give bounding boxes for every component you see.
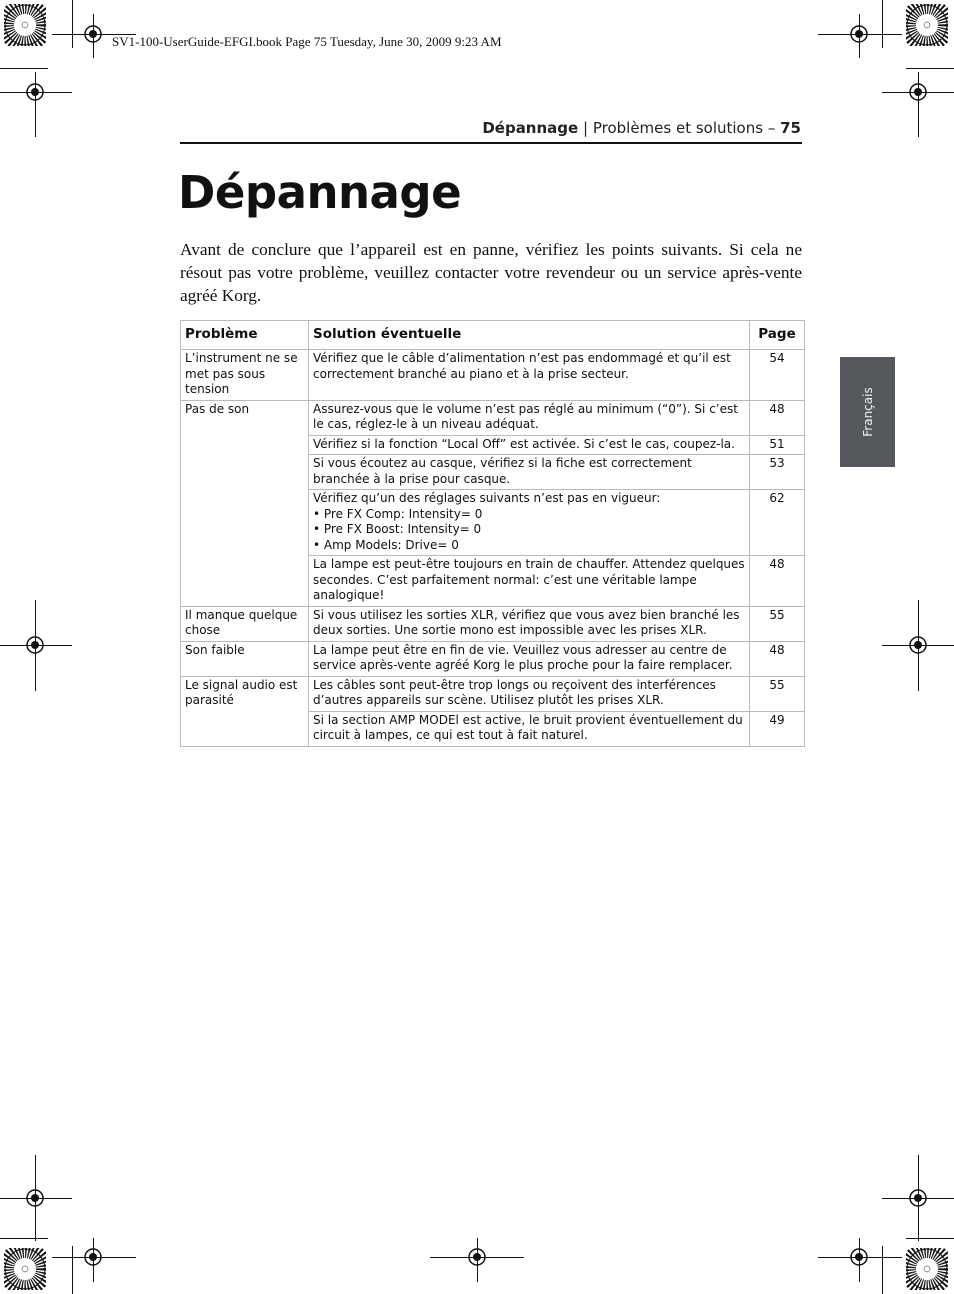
column-header-solution: Solution éventuelle bbox=[309, 321, 750, 350]
page-cell: 49 bbox=[750, 711, 805, 746]
registration-mark-icon bbox=[908, 635, 928, 655]
registration-mark-icon bbox=[908, 82, 928, 102]
column-header-problem: Problème bbox=[181, 321, 309, 350]
page-cell: 51 bbox=[750, 435, 805, 455]
registration-mark-icon bbox=[908, 1188, 928, 1208]
star-target-icon bbox=[906, 1248, 948, 1290]
problem-cell: Le signal audio est parasité bbox=[181, 676, 309, 746]
page-cell: 55 bbox=[750, 606, 805, 641]
solution-cell bbox=[309, 435, 750, 455]
registration-mark-icon bbox=[849, 1247, 869, 1267]
solution-text: • Amp Models: Drive= 0 bbox=[313, 537, 459, 552]
solution-cell bbox=[309, 606, 750, 641]
solution-cell bbox=[309, 676, 750, 711]
page-cell: 62 bbox=[750, 490, 805, 556]
registration-mark-icon bbox=[25, 1188, 45, 1208]
problem-cell: Il manque quelque chose bbox=[181, 606, 309, 641]
solution-cell bbox=[309, 711, 750, 746]
page-cell: 48 bbox=[750, 641, 805, 676]
registration-mark-icon bbox=[467, 1247, 487, 1267]
solution-text: Si vous écoutez au casque, vérifiez si la fiche est correctement branchée à la prise pour casque. bbox=[313, 456, 692, 486]
page-cell: 53 bbox=[750, 455, 805, 490]
problem-cell: L’instrument ne se met pas sous tension bbox=[181, 350, 309, 401]
solution-cell bbox=[309, 455, 750, 490]
registration-mark-icon bbox=[83, 24, 103, 44]
solution-cell bbox=[309, 400, 750, 435]
table-row bbox=[181, 400, 805, 435]
solution-cell bbox=[309, 556, 750, 607]
book-info-line: SV1-100-UserGuide-EFGI.book Page 75 Tuesday, June 30, 2009 9:23 AM bbox=[112, 34, 502, 49]
running-head bbox=[482, 119, 801, 137]
page-cell: 54 bbox=[750, 350, 805, 401]
star-target-icon bbox=[4, 4, 46, 46]
solution-cell bbox=[309, 350, 750, 401]
page-number: 75 bbox=[780, 119, 801, 137]
solution-text: Vérifiez qu’un des réglages suivants n’est pas en vigueur: bbox=[313, 491, 661, 505]
table-body bbox=[181, 350, 805, 747]
language-tab-label: Français bbox=[860, 387, 875, 437]
column-header-page: Page bbox=[750, 321, 805, 350]
solution-text: • Pre FX Comp: Intensity= 0 bbox=[313, 506, 483, 521]
registration-mark-icon bbox=[25, 82, 45, 102]
solution-text: Vérifiez que le câble d’alimentation n’est pas endommagé et qu’il est correctement branché au piano et à la prise secteur. bbox=[313, 351, 731, 381]
solution-text: La lampe est peut-être toujours en train de chauffer. Attendez quelques secondes. C’est parfaitement normal: c’est une véritable lampe analogique! bbox=[313, 557, 745, 602]
registration-mark-icon bbox=[849, 24, 869, 44]
problem-cell: Pas de son bbox=[181, 400, 309, 606]
running-head-dash: – bbox=[767, 119, 776, 137]
table-header-row bbox=[181, 321, 805, 350]
header-rule bbox=[180, 142, 802, 144]
solution-text: Les câbles sont peut-être trop longs ou reçoivent des interférences d’autres appareils sur scène. Utilisez plutôt les prises XLR. bbox=[313, 677, 716, 707]
registration-mark-icon bbox=[83, 1247, 103, 1267]
running-head-section: Dépannage bbox=[482, 119, 579, 137]
star-target-icon bbox=[906, 4, 948, 46]
solution-text: Assurez-vous que le volume n’est pas réglé au minimum (“0”). Si c’est le cas, réglez-le à un niveau adéquat. bbox=[313, 401, 738, 431]
star-target-icon bbox=[4, 1248, 46, 1290]
solution-text: La lampe peut être en fin de vie. Veuillez vous adresser au centre de service après-vente agréé Korg le plus proche pour la faire remplacer. bbox=[313, 642, 733, 672]
solution-text: • Pre FX Boost: Intensity= 0 bbox=[313, 522, 482, 536]
page-cell: 48 bbox=[750, 556, 805, 607]
intro-paragraph: Avant de conclure que l’appareil est en panne, vérifiez les points suivants. Si cela ne résout pas votre problème, veuillez contacter votre revendeur ou un service après-vente agréé Korg. bbox=[180, 240, 802, 305]
table-row bbox=[181, 350, 805, 401]
table-row bbox=[181, 641, 805, 676]
problem-cell: Son faible bbox=[181, 641, 309, 676]
troubleshooting-table bbox=[180, 320, 805, 747]
solution-cell bbox=[309, 490, 750, 556]
page-cell: 48 bbox=[750, 400, 805, 435]
language-tab bbox=[840, 357, 895, 467]
table-row bbox=[181, 676, 805, 711]
running-head-subsection: Problèmes et solutions bbox=[592, 119, 764, 137]
solution-text: Si vous utilisez les sorties XLR, vérifiez que vous avez bien branché les deux sorties. Une sortie mono est impossible avec les prises XLR. bbox=[313, 607, 740, 637]
page-cell: 55 bbox=[750, 676, 805, 711]
solution-text: Vérifiez si la fonction “Local Off” est activée. Si c’est le cas, coupez-la. bbox=[313, 436, 735, 451]
solution-cell bbox=[309, 641, 750, 676]
solution-text: Si la section AMP MODEl est active, le bruit provient éventuellement du circuit à lampes, ce qui est tout à fait naturel. bbox=[313, 712, 743, 742]
table-row bbox=[181, 606, 805, 641]
registration-mark-icon bbox=[25, 635, 45, 655]
running-head-separator: | bbox=[582, 119, 589, 137]
page-title: Dépannage bbox=[178, 166, 462, 219]
